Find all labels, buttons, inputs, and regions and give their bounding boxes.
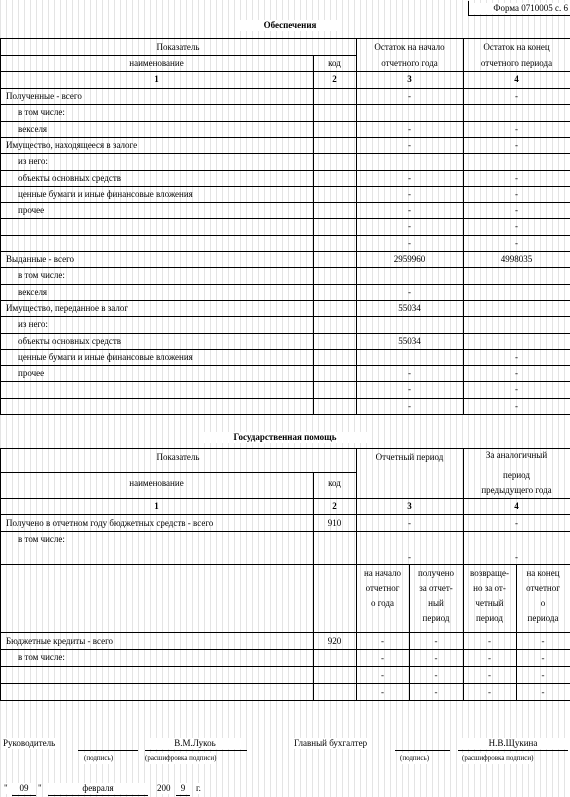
security-col-name: наименование [129,58,184,68]
security-col-start-2: отчетного года [381,58,438,68]
security-row-name: в том числе: [18,107,65,118]
aid-credit-cell: - [434,670,438,680]
security-row-start: 55034 [398,302,421,313]
aid-subheader-line: но за от- [473,583,506,593]
aid-col-prev-2: период [503,470,530,480]
aid-num-1: 1 [154,501,159,511]
date-day: 09 [12,783,36,794]
aid-num-3: 3 [407,501,412,511]
rule [0,104,570,105]
aid-received-code: 910 [327,518,342,528]
security-col-code: код [328,58,341,68]
chief-label: Главный бухгалтер [294,738,368,748]
aid-subheader-line: за отчет- [419,583,453,593]
security-row-start: - [408,237,411,248]
rule [0,448,1,700]
head-sign-caption: (подпись) [84,754,114,762]
head-label: Руководитель [3,738,56,748]
security-row-name: Полученные - всего [6,91,82,101]
aid-incl: в том числе: [18,534,65,544]
security-row-start: - [408,384,411,395]
rule [0,316,570,317]
security-row-end: - [515,188,518,199]
security-col-end-2: отчетного периода [480,58,553,68]
security-row-end: - [515,172,518,183]
security-row-end: - [515,368,518,379]
form-reference: Форма 0710005 с. 6 [468,3,568,14]
security-col-end-1: Остаток на конец [483,42,550,52]
aid-credits-code: 920 [327,636,342,646]
rule [0,186,570,187]
security-row-name: Имущество, находящееся в залоге [6,139,138,150]
security-num-2: 2 [332,74,337,84]
aid-col-period: Отчетный период [375,452,444,462]
security-row-start: - [408,139,411,150]
aid-num-2: 2 [332,501,337,511]
rule [0,137,570,138]
security-row-start: - [408,123,411,134]
rule [0,683,570,684]
aid-subheader-line: на конец [526,568,560,578]
rule [0,218,570,219]
aid-credit-cell: - [488,636,491,646]
rule [0,170,570,171]
rule [0,498,570,499]
aid-credit-cell: - [488,653,491,663]
security-row-name: объекты основных средств [18,172,122,183]
security-row-end: - [515,237,518,248]
security-row-name: объекты основных средств [18,335,122,346]
security-row-name: прочее [18,368,45,379]
security-row-start: - [408,188,411,199]
date-year-suffix: г. [196,783,201,793]
aid-credit-cell: - [541,636,545,646]
date-quote-open: " [4,783,8,793]
aid-credit-cell: - [434,687,438,697]
security-row-start: - [408,400,411,411]
rule [0,632,570,633]
rule [0,251,570,252]
chief-decode-caption: (расшифровка подписи) [462,754,534,762]
aid-credits-name: Бюджетные кредиты - всего [6,636,114,646]
security-row-name: из него: [18,319,48,330]
security-row-end: - [515,400,518,411]
rule [0,38,1,414]
aid-credits-incl: в том числе: [18,652,65,662]
aid-subheader-line: отчетног [526,583,560,593]
security-col-indicator: Показатель [156,42,200,52]
rule [0,381,570,382]
aid-num-4: 4 [514,501,519,511]
aid-credit-cell: - [434,653,438,663]
aid-subheader-line: на начало [363,568,402,578]
aid-received-prev: - [515,518,518,528]
rule [0,300,570,301]
rule [0,121,570,122]
date-year-prefix: 200 [157,783,171,793]
date-month: февраля [48,783,148,794]
rule [313,564,314,700]
aid-received-name: Получено в отчетном году бюджетных средств - всего [6,518,214,528]
rule [463,88,464,414]
date-quote-close: " [38,783,42,793]
aid-credit-cell: - [488,687,491,697]
security-row-end: - [515,123,518,134]
security-row-end: 4998035 [500,254,533,264]
rule [0,666,570,667]
aid-subheader-line: отчетног [365,583,400,593]
aid-col-prev-1: За аналогичный [485,450,548,460]
rule [0,267,570,268]
aid-subheader-line: период [476,613,503,623]
rule [0,71,570,72]
security-row-name: Выданные - всего [6,254,75,264]
security-row-end: - [515,139,518,150]
aid-credit-cell: - [381,653,384,663]
aid-subheader-line: получено [417,568,455,578]
rule [0,38,570,39]
rule [313,88,314,414]
rule [0,514,570,515]
rule [0,284,570,285]
rule [0,202,570,203]
security-row-start: - [408,172,411,183]
security-row-start: - [408,221,411,232]
aid-credit-cell: - [381,687,384,697]
aid-credit-cell: - [381,670,384,680]
rule [0,564,570,565]
aid-subheader-line: период [422,613,450,623]
security-row-end: - [515,205,518,216]
date-year-digit: 9 [176,783,190,794]
rule [0,349,570,350]
rule [463,514,464,564]
rule [0,365,570,366]
rule [0,55,356,56]
security-row-name: прочее [18,205,45,216]
rule [0,448,570,449]
security-row-name: из него: [18,156,48,167]
rule [0,700,570,701]
aid-incl-prev: - [515,552,518,562]
aid-col-prev-3: предыдущего года [481,485,552,495]
aid-subheader-line: о [540,598,546,608]
head-decode-caption: (расшифровка подписи) [145,754,217,762]
rule [313,514,314,564]
security-row-end: - [515,221,518,232]
aid-subheader-line: о года [370,598,395,608]
security-title: Обеспечения [240,20,340,31]
aid-subheader-line: периода [527,613,559,623]
rule [0,235,570,236]
aid-col-indicator: Показатель [156,452,200,462]
security-row-end: - [515,91,518,101]
chief-sign-caption: (подпись) [400,754,430,762]
rule [0,153,570,154]
aid-credit-cell: - [541,670,545,680]
aid-col-code: код [328,478,341,488]
aid-credit-cell: - [381,636,384,646]
aid-subheader-line: ный [428,598,444,608]
security-row-name: ценные бумаги и иные финансовые вложения [18,188,193,199]
security-row-name: векселя [18,286,48,297]
rule [0,414,570,415]
rule [0,472,356,473]
rule [356,88,357,414]
security-row-name: векселя [18,123,48,134]
chief-name: Н.В.Щукина [458,738,568,749]
security-col-start-1: Остаток на начало [374,42,445,52]
security-row-start: - [408,205,411,216]
aid-col-name: наименование [129,478,184,488]
rule [0,649,570,650]
security-row-name: ценные бумаги и иные финансовые вложения [18,351,193,362]
aid-received-period: - [408,518,411,528]
security-row-start: 55034 [398,335,421,346]
aid-credit-cell: - [541,687,545,697]
security-num-1: 1 [154,74,159,84]
aid-credit-cell: - [434,636,438,646]
rule [0,531,570,532]
security-row-name: Имущество, переданное в залог [6,302,129,313]
aid-subheader-line: возвраще- [470,568,509,578]
security-row-end: - [515,384,518,395]
head-name: В.М.Лукоь [145,738,245,749]
aid-subheader-line: четный [475,598,504,608]
aid-incl-period: - [408,552,411,562]
security-num-3: 3 [407,74,412,84]
rule [356,514,357,564]
rule [0,88,570,89]
security-row-start: - [408,91,411,101]
aid-title: Государственная помощь [200,432,370,443]
aid-credit-cell: - [488,670,491,680]
rule [0,398,570,399]
security-row-start: - [408,286,411,297]
security-row-end: - [515,351,518,362]
aid-credit-cell: - [541,653,545,663]
security-row-start: - [408,368,411,379]
security-row-name: в том числе: [18,270,65,281]
security-row-start: 2959960 [393,254,426,264]
rule [0,333,570,334]
security-num-4: 4 [514,74,519,84]
